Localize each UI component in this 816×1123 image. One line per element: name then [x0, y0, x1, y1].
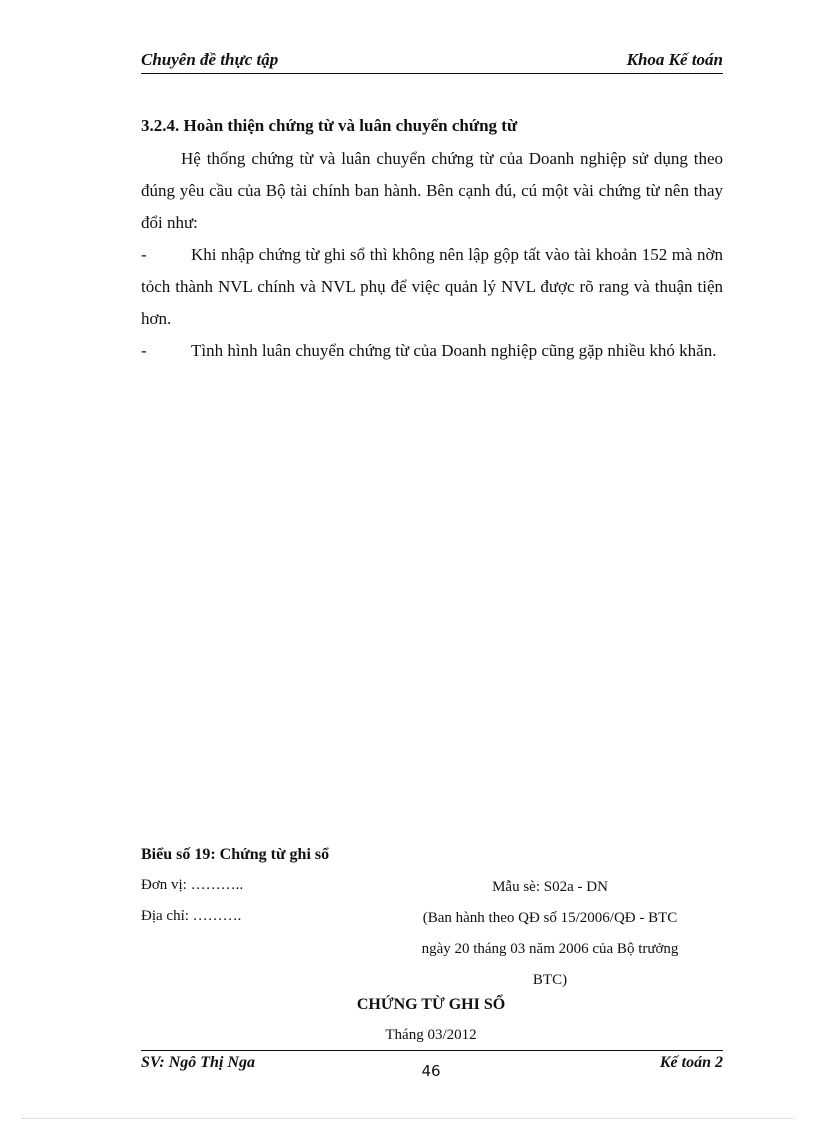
form-label: Biểu số 19: Chứng từ ghi sổ — [141, 846, 330, 863]
header-divider — [141, 73, 723, 74]
footer-class: Kế toán 2 — [659, 1054, 723, 1071]
page-header — [141, 50, 723, 72]
header-department: Khoa Kế toán — [626, 50, 723, 69]
address-field: Địa chỉ: ………. — [141, 908, 242, 924]
bullet-item-1 — [141, 239, 723, 335]
document-title: CHỨNG TỪ GHI SỔ — [356, 996, 506, 1013]
unit-field: Đơn vị: ……….. — [141, 877, 244, 893]
header-course-title: Chuyên đề thực tập — [141, 50, 279, 69]
issued-by-line-2: ngày 20 tháng 03 năm 2006 của Bộ trưởng — [421, 941, 679, 957]
bullet-text: Tình hình luân chuyển chứng từ của Doanh nghiệp cũng gặp nhiều khó khăn. — [191, 341, 717, 360]
bullet-text: Khi nhập chứng từ ghi sổ thì không nên lập gộp tất vào tài khoản 152 mà nờn tỏch thành NVL chính và NVL phụ để việc quản lý NVL được rõ rang và thuận tiện hơn. — [141, 245, 723, 328]
page-bottom-dotted-line — [22, 1118, 794, 1119]
issued-by-line-3: BTC) — [532, 972, 568, 988]
intro-paragraph: Hệ thống chứng từ và luân chuyển chứng từ của Doanh nghiệp sử dụng theo đúng yêu cầu của Bộ tài chính ban hành. Bên cạnh đú, cú một vài chứng từ nên thay đổi như: — [141, 149, 723, 232]
bullet-dash: - — [141, 245, 147, 264]
template-code: Mẫu sè: S02a - DN — [492, 879, 608, 895]
page-number: 46 — [421, 1062, 441, 1080]
bullet-dash: - — [141, 341, 147, 360]
form-template-info — [380, 872, 720, 996]
issued-by-line-1: (Ban hành theo QĐ số 15/2006/QĐ - BTC — [422, 910, 678, 926]
section-title: 3.2.4. Hoàn thiện chứng từ và luân chuyển chứng từ — [141, 116, 518, 135]
document-month: Tháng 03/2012 — [385, 1027, 477, 1043]
footer-student-name: SV: Ngô Thị Nga — [141, 1054, 255, 1071]
footer-divider — [141, 1050, 723, 1051]
bullet-item-2 — [141, 335, 723, 367]
